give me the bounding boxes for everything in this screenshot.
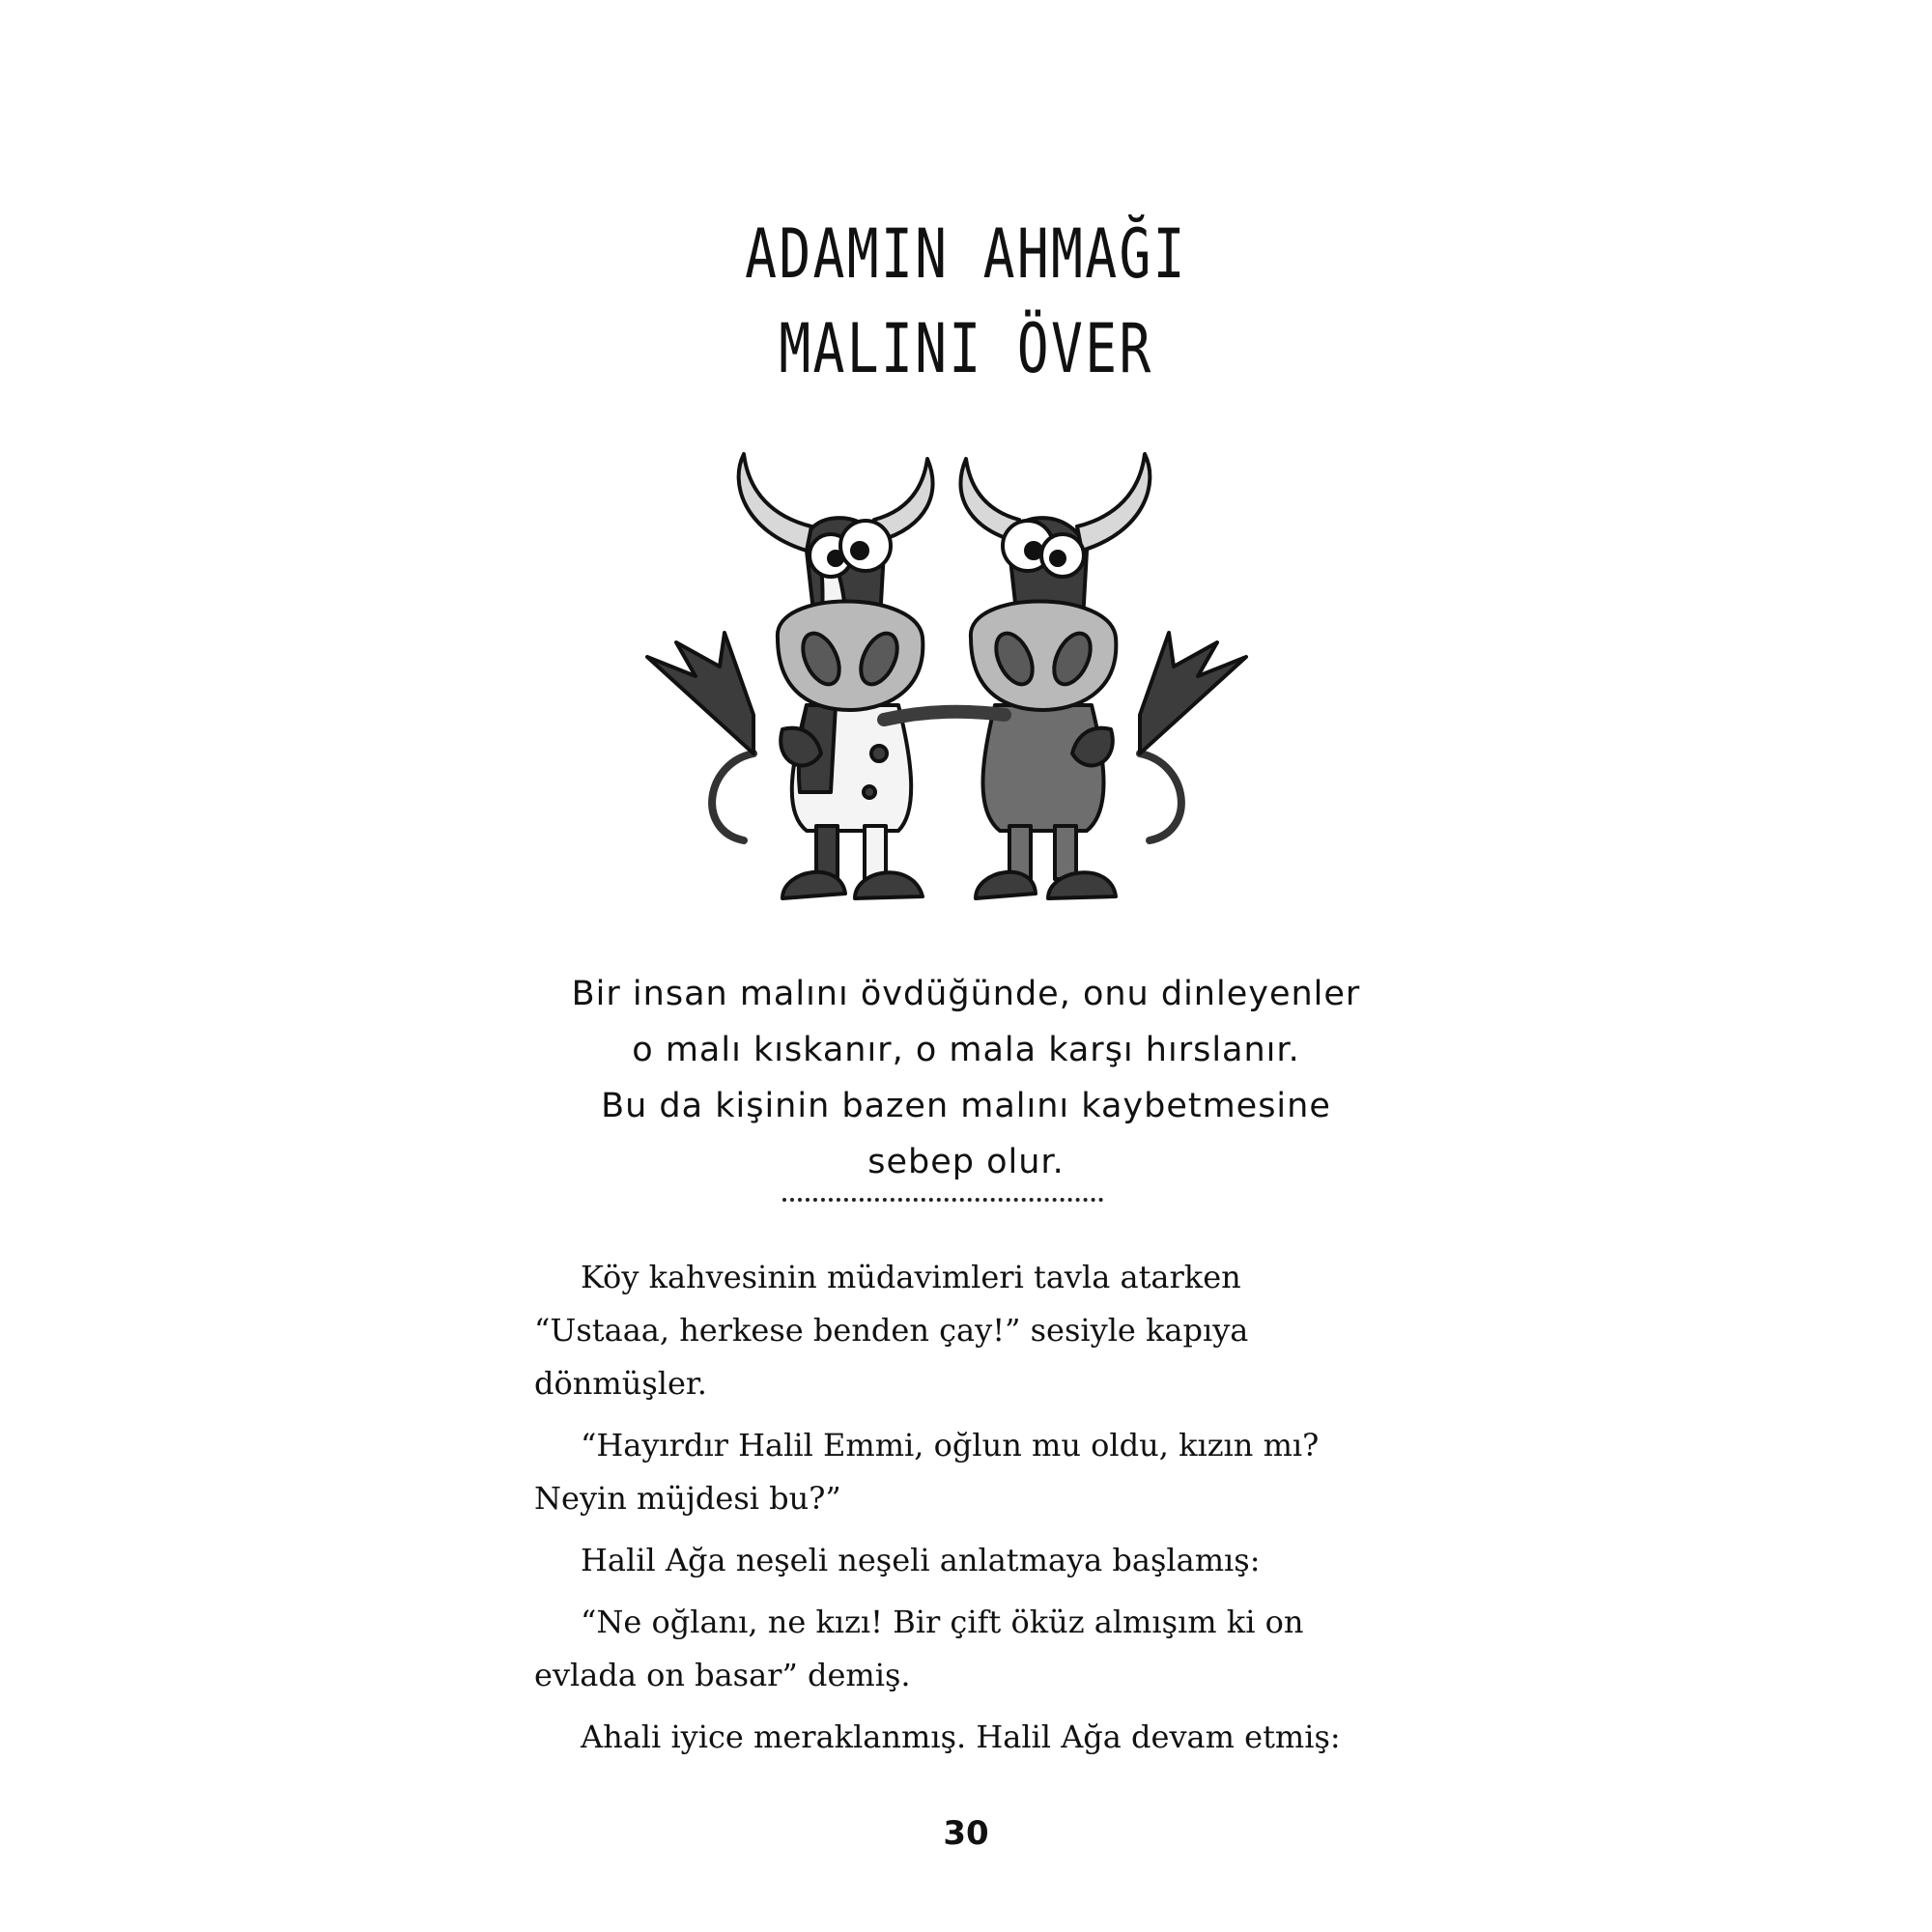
page-title-line-1: ADAMIN AHMAĞI xyxy=(745,214,1187,294)
story-paragraph: Köy kahvesinin müdavimleri tavla atarken “Ustaaa, herkese benden çay!” sesiyle kapıya dönmüşler. xyxy=(534,1259,1249,1402)
story-paragraph: “Ne oğlanı, ne kızı! Bir çift öküz almışım ki on evlada on basar” demiş. xyxy=(534,1604,1304,1693)
page-number: 30 xyxy=(943,1814,989,1853)
story-text xyxy=(534,1251,1355,1773)
story-paragraph: Ahali iyice meraklanmış. Halil Ağa devam etmiş: xyxy=(581,1719,1341,1755)
two-cartoon-oxen-icon xyxy=(638,444,1256,908)
moral-line: Bu da kişinin bazen malını kaybetmesine xyxy=(601,1087,1331,1125)
page-title-line-2: MALINI ÖVER xyxy=(779,309,1153,388)
moral-text xyxy=(522,966,1410,1190)
moral-line: Bir insan malını övdüğünde, onu dinleyenler xyxy=(571,975,1361,1013)
moral-line: sebep olur. xyxy=(867,1143,1065,1181)
story-paragraph: Halil Ağa neşeli neşeli anlatmaya başlamış: xyxy=(581,1542,1261,1578)
moral-line: o malı kıskanır, o mala karşı hırslanır. xyxy=(632,1031,1300,1069)
dotted-separator xyxy=(782,1198,1103,1202)
story-paragraph: “Hayırdır Halil Emmi, oğlun mu oldu, kızın mı? Neyin müjdesi bu?” xyxy=(534,1427,1320,1517)
